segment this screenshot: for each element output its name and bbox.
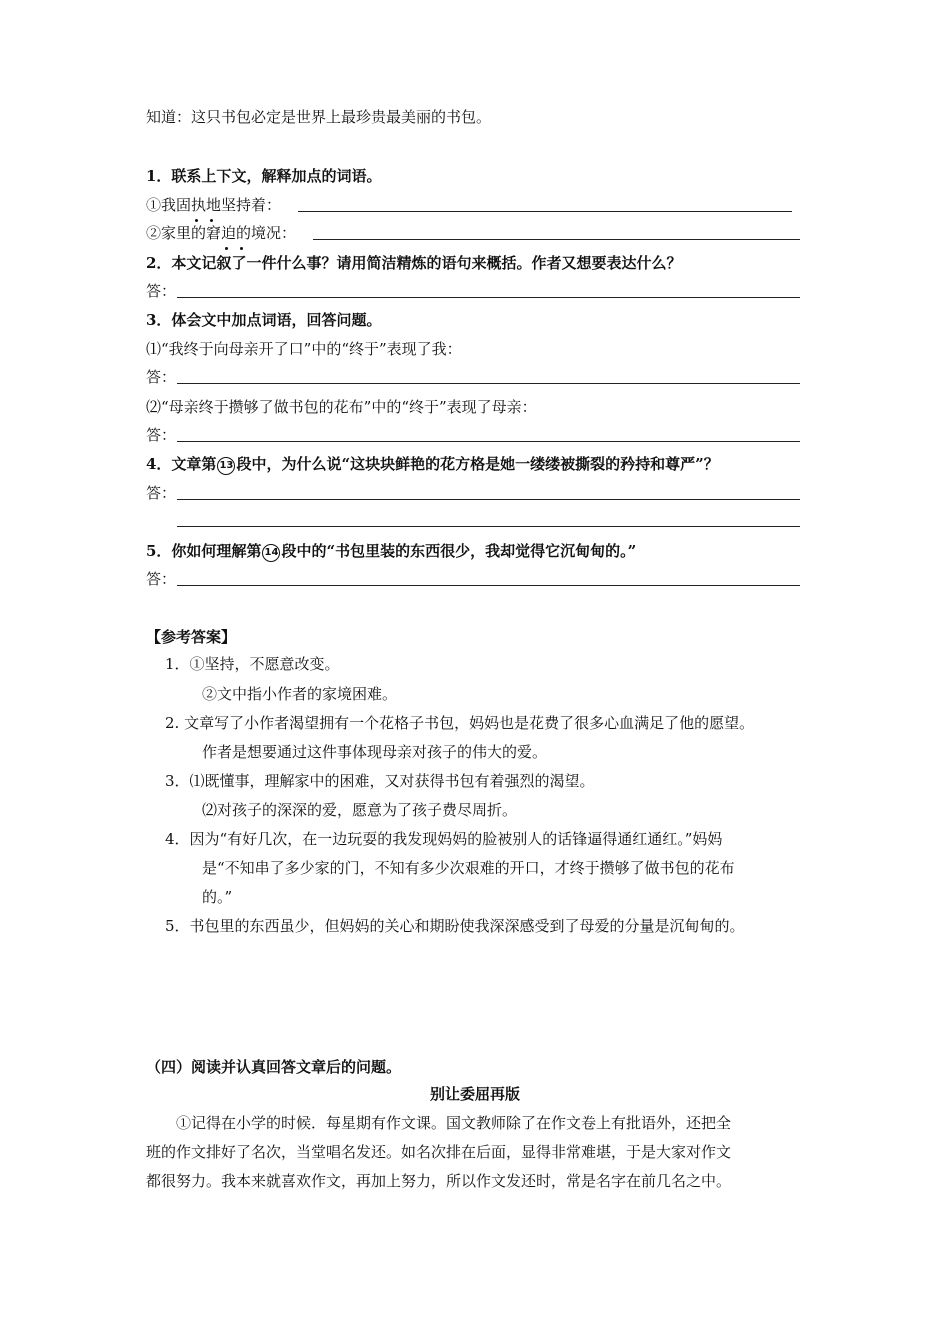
answer-label: 答： (146, 484, 177, 502)
question-3a: ⑴“我终于向母亲开了口”中的“终于”表现了我： (146, 340, 462, 358)
question-3b: ⑵“母亲终于攒够了做书包的花布”中的“终于”表现了母亲： (146, 398, 537, 416)
answer-label: 答： (146, 368, 177, 386)
answers-heading: 【参考答案】 (146, 628, 237, 646)
answer-line[interactable] (298, 211, 792, 212)
answer-text: ②文中指小作者的家境困难。 (202, 685, 398, 703)
question-3-title: 3．体会文中加点词语，回答问题。 (146, 311, 382, 329)
section-heading: （四）阅读并认真回答文章后的问题。 (146, 1058, 402, 1076)
text-line: 知道：这只书包必定是世界上最珍贵最美丽的书包。 (146, 108, 492, 126)
answer-label: 答： (146, 426, 177, 444)
paragraph-line: 班的作文排好了名次，当堂唱名发还。如名次排在后面，显得非常难堪，于是大家对作文 (146, 1143, 732, 1161)
question-1-title: 1．联系上下文，解释加点的词语。 (146, 167, 382, 185)
article-title: 别让委屈再版 (429, 1085, 520, 1103)
answer-text: 1．①坚持，不愿意改变。 (165, 655, 340, 673)
paragraph-line: ①记得在小学的时候．每星期有作文课。国文教师除了在作文卷上有批语外，还把全 (176, 1114, 732, 1132)
answer-text: ⑵对孩子的深深的爱，愿意为了孩子费尽周折。 (202, 801, 518, 819)
answer-text: 作者是想要通过这件事体现母亲对孩子的伟大的爱。 (202, 743, 548, 761)
answer-text: 是“不知串了多少家的门，不知有多少次艰难的开口，才终于攒够了做书包的花布 (202, 859, 735, 877)
answer-text: 2. 文章写了小作者渴望拥有一个花格子书包，妈妈也是花费了很多心血满足了他的愿望。 (165, 714, 755, 732)
answer-line[interactable] (177, 499, 800, 500)
answer-label: 答： (146, 570, 177, 588)
answer-line[interactable] (177, 585, 800, 586)
answer-text: 4．因为“有好几次，在一边玩耍的我发现妈妈的脸被别人的话锋逼得通红通红。”妈妈 (165, 830, 723, 848)
question-1a: ①我固执地坚持着： (146, 196, 282, 214)
answer-line[interactable] (177, 526, 800, 527)
answer-text: 3．⑴既懂事，理解家中的困难，又对获得书包有着强烈的渴望。 (165, 772, 595, 790)
answer-line[interactable] (177, 383, 800, 384)
answer-line[interactable] (313, 239, 800, 240)
question-1b: ②家里的窘迫的境况： (146, 224, 297, 242)
answer-line[interactable] (177, 441, 800, 442)
answer-text: 5．书包里的东西虽少，但妈妈的关心和期盼使我深深感受到了母爱的分量是沉甸甸的。 (165, 917, 745, 935)
paragraph-number-circle: 14 (262, 544, 280, 562)
emphasis-dot (240, 247, 243, 250)
question-2-title: 2．本文记叙了一件什么事？请用简洁精炼的语句来概括。作者又想要表达什么？ (146, 254, 682, 272)
paragraph-number-circle: 13 (217, 457, 235, 475)
answer-text: 的。” (202, 888, 233, 906)
answer-label: 答： (146, 282, 177, 300)
answer-line[interactable] (177, 297, 800, 298)
emphasis-dot (225, 247, 228, 250)
question-5-title: 5．你如何理解第 14 段中的“书包里装的东西很少，我却觉得它沉甸甸的。” (146, 542, 637, 560)
question-4-title: 4．文章第 13 段中，为什么说“这块块鲜艳的花方格是她一缕缕被撕裂的矜持和尊严”？ (146, 455, 719, 473)
paragraph-line: 都很努力。我本来就喜欢作文，再加上努力，所以作文发还时，常是名字在前几名之中。 (146, 1172, 732, 1190)
